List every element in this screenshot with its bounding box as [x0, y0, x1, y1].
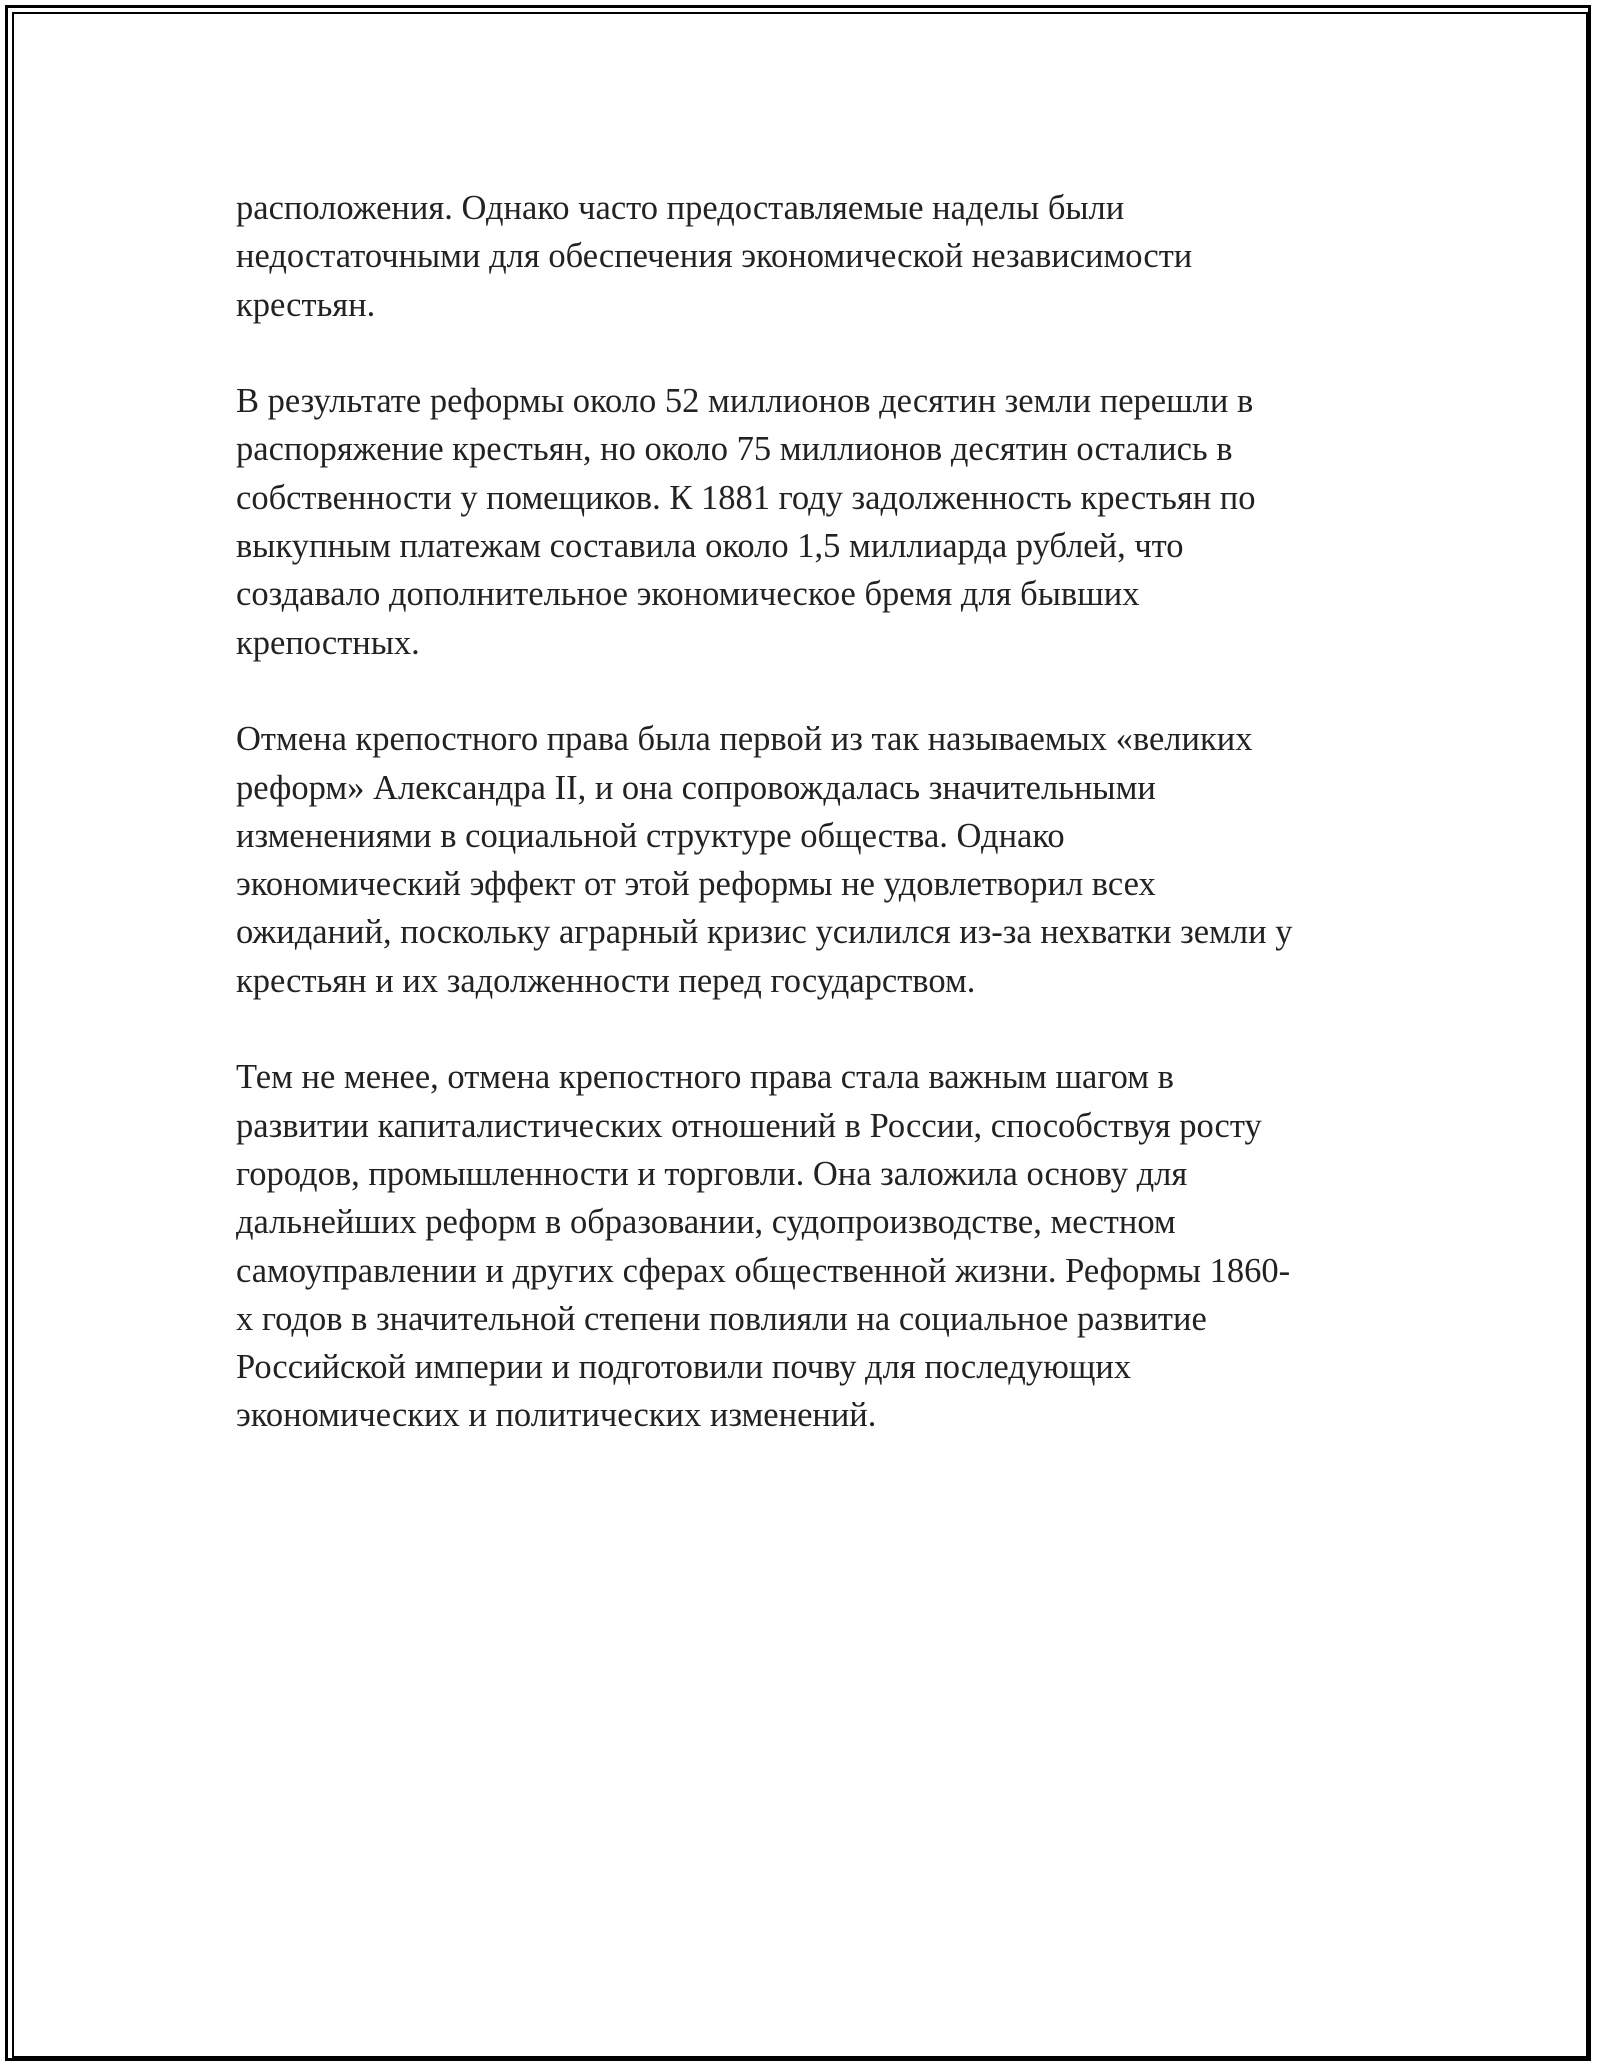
- document-body: [236, 184, 1376, 1488]
- text-line: В результате реформы около 52 миллионов десятин земли перешли в: [236, 382, 1254, 421]
- text-line: экономический эффект от этой реформы не удовлетворил всех: [236, 865, 1156, 904]
- text-line: крепостных.: [236, 623, 420, 662]
- text-line: экономических и политических изменений.: [236, 1396, 877, 1435]
- text-line: Отмена крепостного права была первой из так называемых «великих: [236, 720, 1253, 759]
- text-line: распоряжение крестьян, но около 75 миллионов десятин остались в: [236, 430, 1233, 469]
- text-line: недостаточными для обеспечения экономической независимости: [236, 237, 1193, 276]
- text-line: крестьян.: [236, 285, 376, 324]
- text-line: самоуправлении и других сферах общественной жизни. Реформы 1860-: [236, 1251, 1291, 1290]
- text-line: Российской империи и подготовили почву для последующих: [236, 1348, 1132, 1387]
- text-line: х годов в значительной степени повлияли на социальное развитие: [236, 1299, 1207, 1338]
- paragraph-3: [236, 715, 1376, 1005]
- text-line: крестьян и их задолженности перед государством.: [236, 961, 976, 1000]
- text-line: изменениями в социальной структуре общества. Однако: [236, 816, 1065, 855]
- text-line: выкупным платежам составила около 1,5 миллиарда рублей, что: [236, 527, 1184, 566]
- text-line: расположения. Однако часто предоставляемые наделы были: [236, 189, 1125, 227]
- text-line: создавало дополнительное экономическое бремя для бывших: [236, 575, 1140, 614]
- text-line: реформ» Александра II, и она сопровождалась значительными: [236, 768, 1156, 807]
- paragraph-1: [236, 184, 1376, 329]
- paragraph-4: [236, 1053, 1376, 1439]
- text-line: Тем не менее, отмена крепостного права стала важным шагом в: [236, 1058, 1174, 1097]
- paragraph-2: [236, 377, 1376, 667]
- text-line: развитии капиталистических отношений в России, способствуя росту: [236, 1106, 1262, 1145]
- text-line: ожиданий, поскольку аграрный кризис усилился из-за нехватки земли у: [236, 913, 1293, 952]
- text-line: городов, промышленности и торговли. Она заложила основу для: [236, 1154, 1188, 1193]
- text-line: собственности у помещиков. К 1881 году задолженность крестьян по: [236, 478, 1256, 517]
- text-line: дальнейших реформ в образовании, судопроизводстве, местном: [236, 1203, 1176, 1242]
